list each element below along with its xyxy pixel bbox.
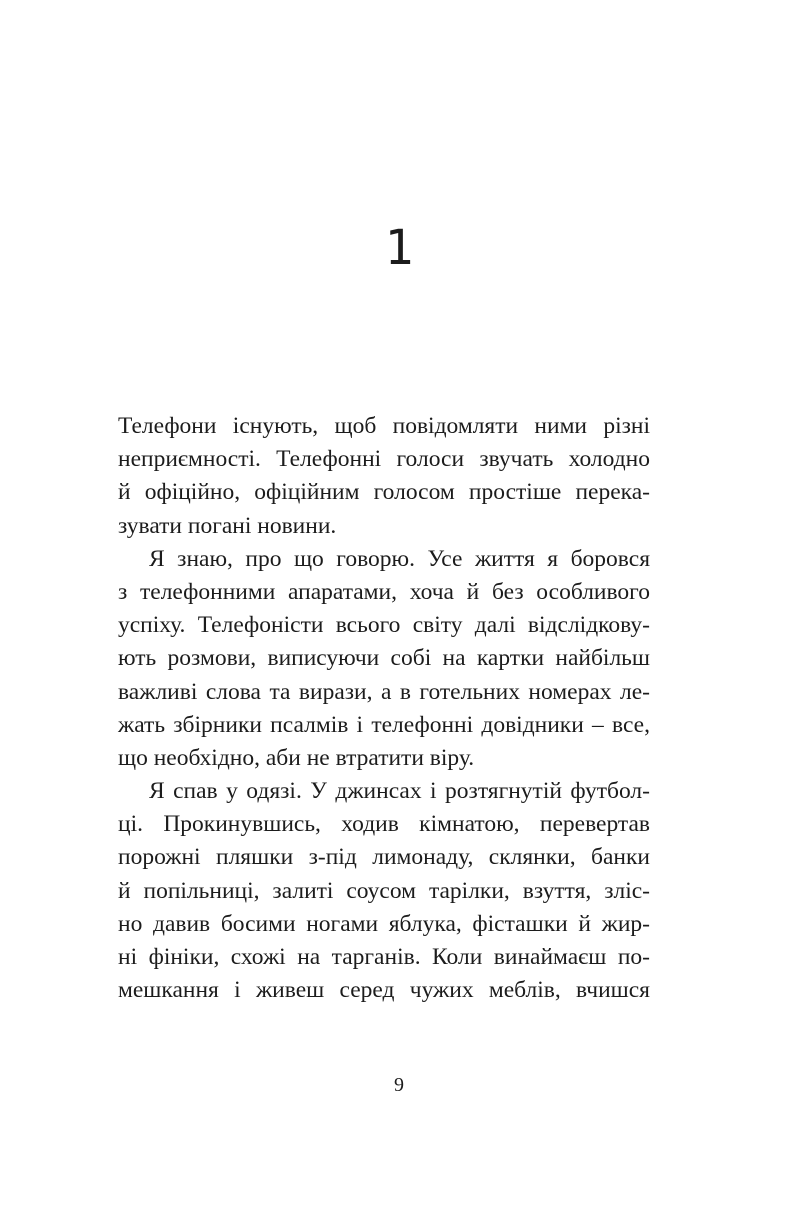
text-line: Телефони існують, щоб повідомляти ними різні (118, 413, 650, 439)
text-line: зувати погані новини. (118, 512, 337, 539)
text-line: ці. Прокинувшись, ходив кімнатою, перевертав (118, 811, 650, 838)
text-line: що необхідно, аби не втратити віру. (118, 744, 475, 771)
text-line: жать збірники псалмів і телефонні довідники – все, (118, 711, 650, 738)
text-line: порожні пляшки з-під лимонаду, склянки, банки (118, 844, 650, 871)
text-line: й попільниці, залиті соусом тарілки, взуття, зліс- (118, 877, 650, 904)
body-text (118, 410, 650, 1007)
text-line: мешкання і живеш серед чужих меблів, вчишся (118, 977, 650, 1004)
text-line: ні фініки, схожі на тарганів. Коли винаймаєш по- (118, 944, 650, 970)
text-line: но давив босими ногами яблука, фісташки й жир- (118, 910, 650, 937)
text-line: Я спав у одязі. У джинсах і розтягнутій футбол- (149, 778, 650, 805)
text-line: Я знаю, про що говорю. Усе життя я боровся (149, 545, 650, 572)
page-number: 9 (394, 1074, 404, 1096)
chapter-number: 1 (384, 220, 414, 276)
text-line: ють розмови, виписуючи собі на картки найбільш (118, 645, 650, 672)
text-line: неприємності. Телефонні голоси звучать холодно (118, 446, 650, 473)
text-line: й офіційно, офіційним голосом простіше перека- (118, 479, 650, 506)
text-line: з телефонними апаратами, хоча й без особливого (118, 578, 650, 605)
text-line: важливі слова та вирази, а в готельних номерах ле- (118, 678, 650, 705)
text-line: успіху. Телефоністи всього світу далі відслідкову- (118, 612, 650, 639)
